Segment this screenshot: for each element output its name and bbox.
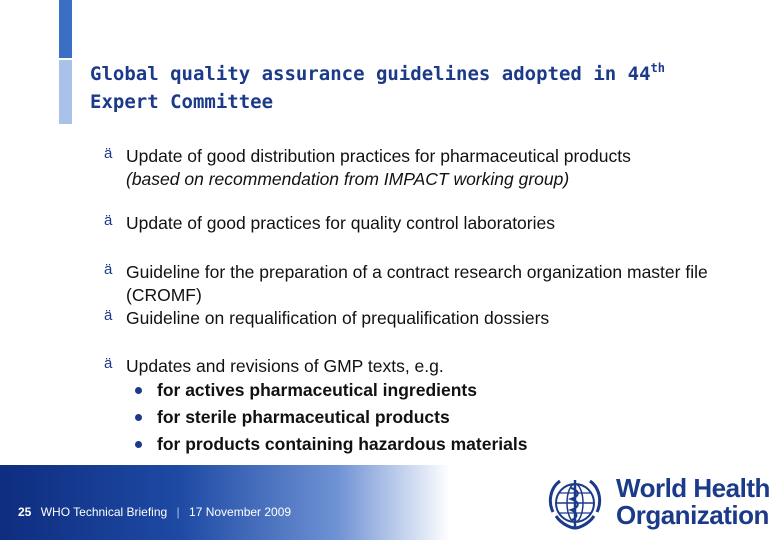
arrow-bullet-icon: ä <box>104 261 113 278</box>
accent-bar-mid <box>59 60 72 124</box>
bullet-item <box>126 145 746 191</box>
logo-line1: World Health <box>616 473 770 503</box>
title-superscript: th <box>650 61 665 75</box>
bullet-item: Guideline for the preparation of a contract research organization master file (CROMF) <box>126 262 708 305</box>
title-line2: Expert Committee <box>90 91 274 113</box>
sub-bullet-dot-icon <box>135 414 142 421</box>
event-name: WHO Technical Briefing <box>40 505 168 519</box>
bullet-item: Guideline on requalification of prequalification dossiers <box>126 308 550 328</box>
bullet-item: Updates and revisions of GMP texts, e.g. <box>126 356 444 376</box>
slide-title <box>90 60 730 116</box>
footer-bar <box>0 465 450 540</box>
who-logo-text <box>616 475 770 529</box>
footer-separator: | <box>176 505 180 519</box>
arrow-bullet-icon: ä <box>104 212 113 229</box>
arrow-bullet-icon: ä <box>104 307 113 324</box>
who-emblem-icon <box>544 472 606 534</box>
footer-text <box>18 505 291 519</box>
bullet-item: Update of good practices for quality control laboratories <box>126 213 555 233</box>
sub-bullet-dot-icon <box>135 441 142 448</box>
sub-bullet-item: for sterile pharmaceutical products <box>157 407 450 427</box>
event-date: 17 November 2009 <box>189 505 292 519</box>
title-line1: Global quality assurance guidelines adopted in 44 <box>90 63 651 85</box>
logo-line2: Organization <box>616 500 769 530</box>
page-number: 25 <box>18 505 32 519</box>
sub-bullet-item: for actives pharmaceutical ingredients <box>157 380 477 400</box>
arrow-bullet-icon: ä <box>104 355 113 372</box>
bullet-text: Update of good distribution practices for pharmaceutical products <box>126 146 631 166</box>
sub-bullet-item: for products containing hazardous materials <box>157 434 528 454</box>
arrow-bullet-icon: ä <box>104 145 113 162</box>
bullet-subtext: (based on recommendation from IMPACT working group) <box>126 169 570 189</box>
sub-bullet-dot-icon <box>135 387 142 394</box>
accent-bar-top <box>59 0 72 58</box>
